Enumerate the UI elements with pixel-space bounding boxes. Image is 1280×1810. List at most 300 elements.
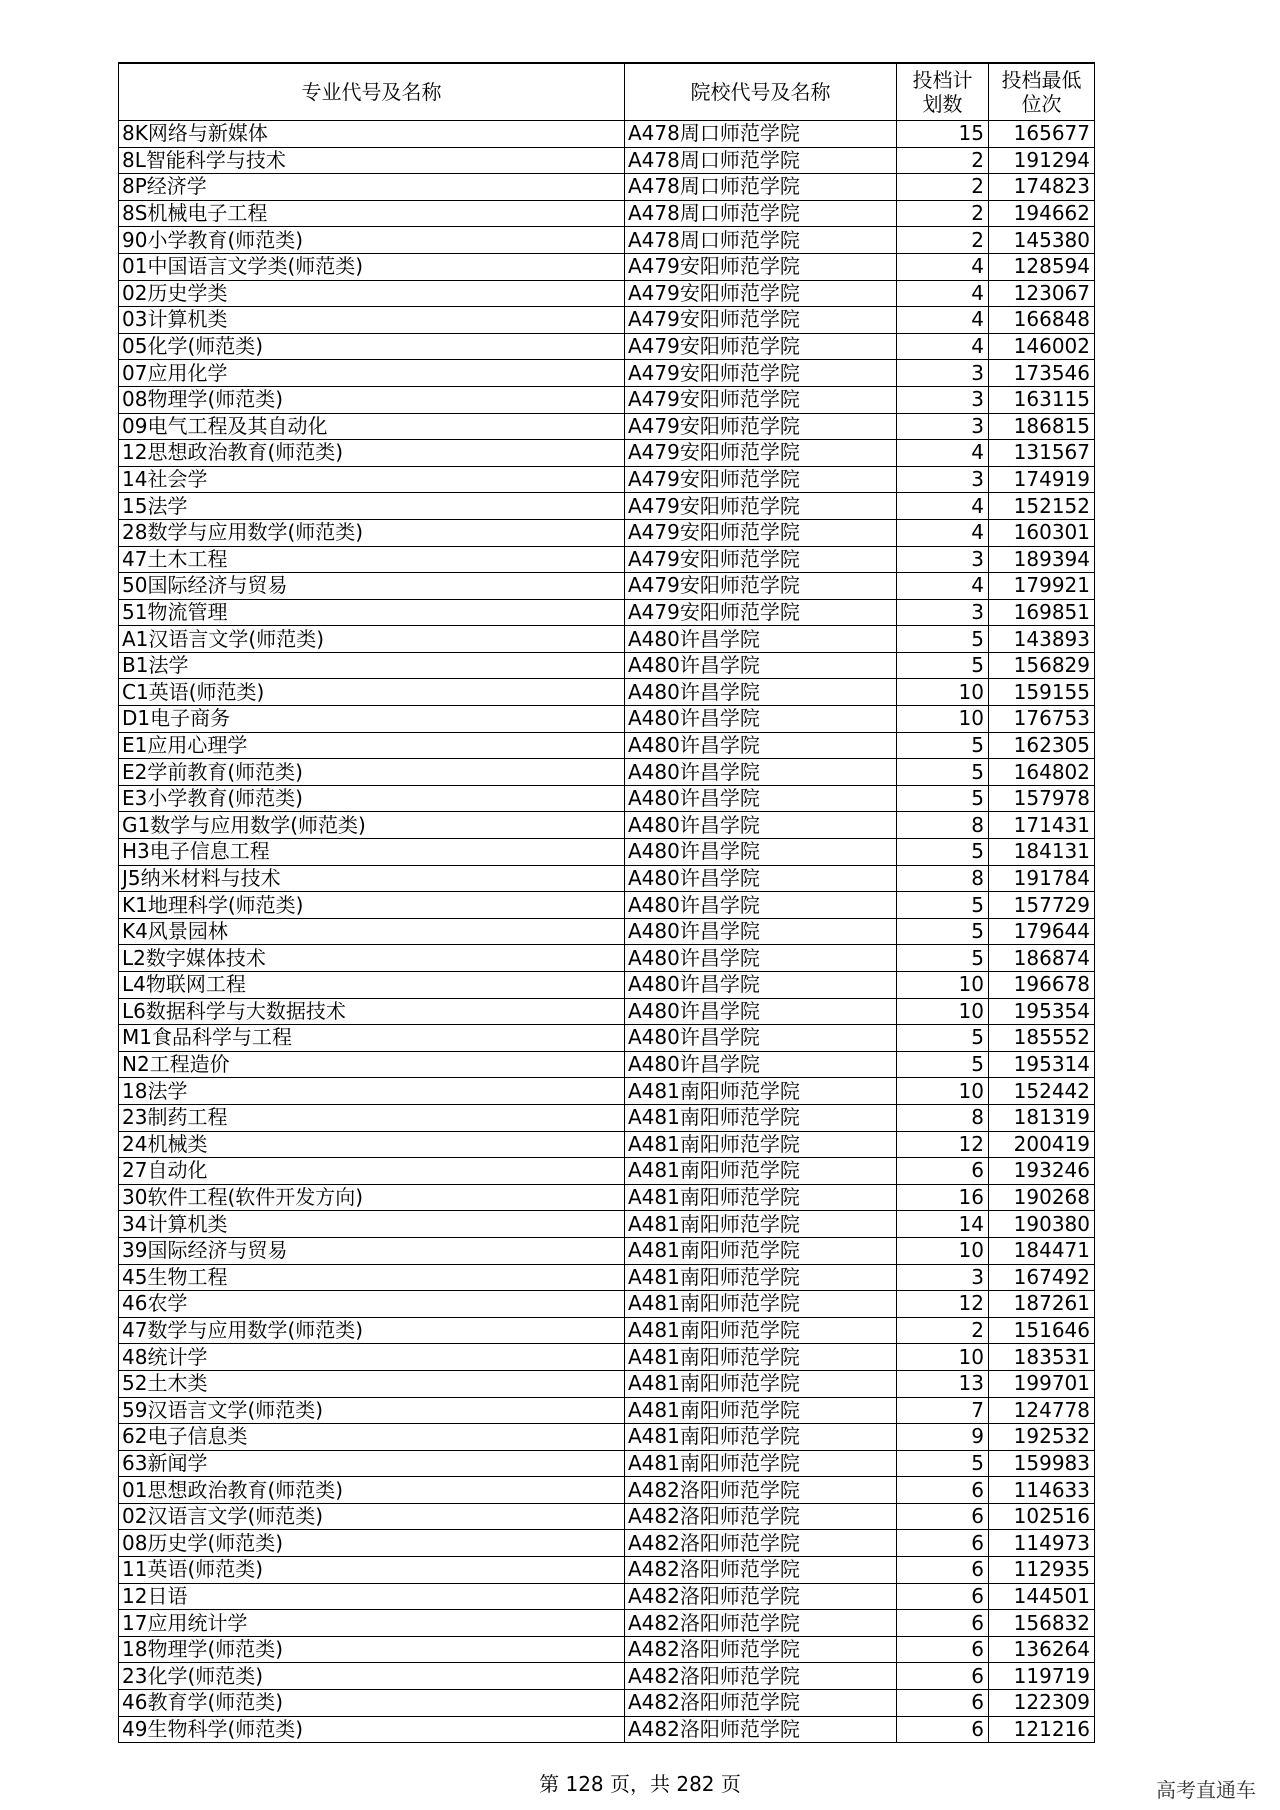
header-major: 专业代号及名称 [119,63,625,121]
cell-school: A478周口师范学院 [625,227,897,254]
cell-plan: 4 [897,280,989,307]
cell-major: L2数字媒体技术 [119,945,625,972]
table-row [119,1131,1095,1158]
cell-major: N2工程造价 [119,1051,625,1078]
cell-min-rank: 193246 [989,1158,1095,1185]
cell-min-rank: 183531 [989,1344,1095,1371]
cell-min-rank: 119719 [989,1663,1095,1690]
cell-school: A479安阳师范学院 [625,413,897,440]
cell-min-rank: 187261 [989,1291,1095,1318]
cell-plan: 9 [897,1424,989,1451]
table-body [119,121,1095,1743]
cell-min-rank: 191784 [989,865,1095,892]
cell-min-rank: 181319 [989,1104,1095,1131]
cell-plan: 6 [897,1583,989,1610]
cell-school: A481南阳师范学院 [625,1158,897,1185]
cell-major: 46农学 [119,1291,625,1318]
cell-major: K4风景园林 [119,918,625,945]
cell-min-rank: 185552 [989,1025,1095,1052]
cell-min-rank: 166848 [989,307,1095,334]
admissions-table [118,62,1095,1743]
admissions-sheet [118,62,1094,1743]
cell-school: A481南阳师范学院 [625,1104,897,1131]
cell-school: A481南阳师范学院 [625,1131,897,1158]
cell-school: A479安阳师范学院 [625,519,897,546]
cell-major: 8S机械电子工程 [119,200,625,227]
table-row [119,1104,1095,1131]
cell-school: A481南阳师范学院 [625,1317,897,1344]
cell-major: 45生物工程 [119,1264,625,1291]
cell-major: 51物流管理 [119,599,625,626]
cell-school: A482洛阳师范学院 [625,1716,897,1743]
cell-plan: 4 [897,493,989,520]
cell-plan: 2 [897,147,989,174]
cell-plan: 8 [897,865,989,892]
table-row [119,546,1095,573]
cell-min-rank: 190268 [989,1184,1095,1211]
cell-min-rank: 122309 [989,1690,1095,1717]
header-plan: 投档计划数 [897,63,989,121]
cell-min-rank: 164802 [989,759,1095,786]
cell-school: A478周口师范学院 [625,200,897,227]
table-row [119,1397,1095,1424]
cell-major: 39国际经济与贸易 [119,1237,625,1264]
cell-school: A481南阳师范学院 [625,1264,897,1291]
cell-min-rank: 124778 [989,1397,1095,1424]
cell-min-rank: 173546 [989,360,1095,387]
cell-school: A479安阳师范学院 [625,386,897,413]
cell-school: A481南阳师范学院 [625,1450,897,1477]
cell-school: A482洛阳师范学院 [625,1477,897,1504]
cell-major: A1汉语言文学(师范类) [119,626,625,653]
cell-school: A479安阳师范学院 [625,307,897,334]
cell-school: A480许昌学院 [625,918,897,945]
cell-min-rank: 152442 [989,1078,1095,1105]
table-row [119,1291,1095,1318]
table-row [119,1078,1095,1105]
cell-plan: 14 [897,1211,989,1238]
cell-plan: 4 [897,333,989,360]
cell-plan: 8 [897,1104,989,1131]
table-row [119,573,1095,600]
cell-school: A481南阳师范学院 [625,1078,897,1105]
cell-plan: 3 [897,386,989,413]
table-row [119,333,1095,360]
cell-min-rank: 123067 [989,280,1095,307]
cell-school: A482洛阳师范学院 [625,1530,897,1557]
table-row [119,519,1095,546]
cell-major: 08物理学(师范类) [119,386,625,413]
cell-school: A480许昌学院 [625,679,897,706]
cell-min-rank: 179921 [989,573,1095,600]
cell-plan: 2 [897,174,989,201]
cell-min-rank: 194662 [989,200,1095,227]
cell-plan: 3 [897,466,989,493]
cell-min-rank: 157978 [989,785,1095,812]
cell-major: 23制药工程 [119,1104,625,1131]
cell-plan: 5 [897,839,989,866]
table-row [119,1530,1095,1557]
cell-major: E3小学教育(师范类) [119,785,625,812]
cell-plan: 4 [897,440,989,467]
header-row [119,63,1095,121]
page-number: 第 128 页，共 282 页 [539,1772,741,1796]
cell-plan: 2 [897,1317,989,1344]
cell-plan: 4 [897,519,989,546]
cell-school: A482洛阳师范学院 [625,1690,897,1717]
cell-min-rank: 131567 [989,440,1095,467]
cell-school: A481南阳师范学院 [625,1211,897,1238]
cell-min-rank: 156832 [989,1610,1095,1637]
cell-major: 28数学与应用数学(师范类) [119,519,625,546]
cell-major: 02历史学类 [119,280,625,307]
cell-major: 09电气工程及其自动化 [119,413,625,440]
cell-plan: 12 [897,1131,989,1158]
cell-school: A481南阳师范学院 [625,1370,897,1397]
cell-major: 23化学(师范类) [119,1663,625,1690]
cell-school: A479安阳师范学院 [625,253,897,280]
cell-major: 15法学 [119,493,625,520]
cell-min-rank: 112935 [989,1557,1095,1584]
cell-school: A480许昌学院 [625,892,897,919]
table-row [119,1264,1095,1291]
cell-major: 62电子信息类 [119,1424,625,1451]
cell-min-rank: 195354 [989,998,1095,1025]
table-header [119,63,1095,121]
cell-major: 90小学教育(师范类) [119,227,625,254]
table-row [119,413,1095,440]
table-row [119,200,1095,227]
cell-plan: 5 [897,759,989,786]
table-row [119,706,1095,733]
cell-plan: 5 [897,1450,989,1477]
table-row [119,493,1095,520]
cell-school: A481南阳师范学院 [625,1397,897,1424]
cell-min-rank: 144501 [989,1583,1095,1610]
cell-school: A480许昌学院 [625,812,897,839]
cell-school: A478周口师范学院 [625,121,897,148]
cell-school: A480许昌学院 [625,759,897,786]
cell-major: 30软件工程(软件开发方向) [119,1184,625,1211]
cell-plan: 6 [897,1158,989,1185]
cell-min-rank: 186815 [989,413,1095,440]
cell-school: A481南阳师范学院 [625,1237,897,1264]
table-row [119,1690,1095,1717]
cell-min-rank: 186874 [989,945,1095,972]
table-row [119,599,1095,626]
table-row [119,732,1095,759]
cell-school: A480许昌学院 [625,839,897,866]
cell-school: A479安阳师范学院 [625,599,897,626]
cell-school: A482洛阳师范学院 [625,1610,897,1637]
cell-min-rank: 189394 [989,546,1095,573]
cell-major: 07应用化学 [119,360,625,387]
cell-min-rank: 136264 [989,1636,1095,1663]
table-row [119,227,1095,254]
cell-plan: 6 [897,1690,989,1717]
cell-school: A482洛阳师范学院 [625,1636,897,1663]
cell-major: J5纳米材料与技术 [119,865,625,892]
cell-school: A479安阳师范学院 [625,280,897,307]
cell-major: 59汉语言文学(师范类) [119,1397,625,1424]
cell-plan: 6 [897,1610,989,1637]
table-row [119,121,1095,148]
table-row [119,1716,1095,1743]
cell-min-rank: 195314 [989,1051,1095,1078]
table-row [119,892,1095,919]
cell-plan: 10 [897,706,989,733]
cell-plan: 5 [897,652,989,679]
cell-plan: 4 [897,307,989,334]
cell-school: A479安阳师范学院 [625,440,897,467]
cell-min-rank: 146002 [989,333,1095,360]
cell-school: A481南阳师范学院 [625,1344,897,1371]
table-row [119,174,1095,201]
table-row [119,1503,1095,1530]
cell-major: 03计算机类 [119,307,625,334]
table-row [119,918,1095,945]
cell-major: 52土木类 [119,1370,625,1397]
cell-major: L6数据科学与大数据技术 [119,998,625,1025]
table-row [119,1583,1095,1610]
cell-plan: 3 [897,599,989,626]
cell-school: A480许昌学院 [625,1025,897,1052]
cell-major: 05化学(师范类) [119,333,625,360]
cell-plan: 4 [897,253,989,280]
cell-plan: 6 [897,1503,989,1530]
table-row [119,147,1095,174]
cell-major: 14社会学 [119,466,625,493]
cell-major: 18物理学(师范类) [119,1636,625,1663]
cell-major: K1地理科学(师范类) [119,892,625,919]
cell-plan: 2 [897,227,989,254]
table-row [119,945,1095,972]
cell-min-rank: 151646 [989,1317,1095,1344]
cell-school: A479安阳师范学院 [625,360,897,387]
cell-min-rank: 114633 [989,1477,1095,1504]
cell-min-rank: 174919 [989,466,1095,493]
cell-major: 8P经济学 [119,174,625,201]
cell-school: A480许昌学院 [625,652,897,679]
cell-major: 47土木工程 [119,546,625,573]
cell-plan: 3 [897,360,989,387]
cell-min-rank: 152152 [989,493,1095,520]
cell-school: A479安阳师范学院 [625,493,897,520]
table-row [119,1424,1095,1451]
cell-school: A481南阳师范学院 [625,1184,897,1211]
cell-plan: 5 [897,785,989,812]
table-row [119,1158,1095,1185]
table-row [119,1370,1095,1397]
table-row [119,440,1095,467]
table-row [119,1450,1095,1477]
table-row [119,839,1095,866]
cell-min-rank: 156829 [989,652,1095,679]
table-row [119,679,1095,706]
cell-major: D1电子商务 [119,706,625,733]
cell-major: B1法学 [119,652,625,679]
cell-plan: 5 [897,892,989,919]
cell-major: E1应用心理学 [119,732,625,759]
table-row [119,785,1095,812]
table-row [119,626,1095,653]
table-row [119,1344,1095,1371]
cell-school: A479安阳师范学院 [625,466,897,493]
cell-school: A480许昌学院 [625,972,897,999]
cell-min-rank: 114973 [989,1530,1095,1557]
cell-major: H3电子信息工程 [119,839,625,866]
cell-major: 8L智能科学与技术 [119,147,625,174]
header-min-rank: 投档最低位次 [989,63,1095,121]
table-row [119,1636,1095,1663]
cell-min-rank: 163115 [989,386,1095,413]
table-row [119,360,1095,387]
cell-min-rank: 165677 [989,121,1095,148]
cell-school: A480许昌学院 [625,865,897,892]
table-row [119,1211,1095,1238]
cell-major: 17应用统计学 [119,1610,625,1637]
cell-plan: 5 [897,945,989,972]
cell-plan: 3 [897,413,989,440]
cell-min-rank: 171431 [989,812,1095,839]
table-row [119,253,1095,280]
table-row [119,1317,1095,1344]
cell-major: 01思想政治教育(师范类) [119,1477,625,1504]
cell-plan: 6 [897,1530,989,1557]
cell-plan: 6 [897,1716,989,1743]
cell-major: 24机械类 [119,1131,625,1158]
table-row [119,1184,1095,1211]
cell-plan: 6 [897,1663,989,1690]
cell-major: 63新闻学 [119,1450,625,1477]
cell-min-rank: 179644 [989,918,1095,945]
cell-min-rank: 162305 [989,732,1095,759]
cell-school: A478周口师范学院 [625,147,897,174]
cell-min-rank: 191294 [989,147,1095,174]
cell-school: A480许昌学院 [625,706,897,733]
cell-min-rank: 121216 [989,1716,1095,1743]
cell-major: 18法学 [119,1078,625,1105]
cell-school: A480许昌学院 [625,945,897,972]
cell-plan: 16 [897,1184,989,1211]
cell-school: A480许昌学院 [625,732,897,759]
cell-min-rank: 190380 [989,1211,1095,1238]
cell-school: A479安阳师范学院 [625,546,897,573]
cell-major: 08历史学(师范类) [119,1530,625,1557]
cell-plan: 3 [897,1264,989,1291]
table-row [119,1051,1095,1078]
table-row [119,1557,1095,1584]
cell-plan: 5 [897,732,989,759]
cell-min-rank: 184131 [989,839,1095,866]
cell-school: A478周口师范学院 [625,174,897,201]
cell-school: A482洛阳师范学院 [625,1557,897,1584]
cell-plan: 2 [897,200,989,227]
cell-major: 49生物科学(师范类) [119,1716,625,1743]
cell-plan: 3 [897,546,989,573]
cell-school: A480许昌学院 [625,626,897,653]
cell-major: 8K网络与新媒体 [119,121,625,148]
table-row [119,972,1095,999]
table-row [119,652,1095,679]
table-row [119,466,1095,493]
cell-min-rank: 184471 [989,1237,1095,1264]
table-row [119,307,1095,334]
cell-plan: 12 [897,1291,989,1318]
cell-min-rank: 159983 [989,1450,1095,1477]
cell-major: M1食品科学与工程 [119,1025,625,1052]
cell-plan: 10 [897,679,989,706]
cell-plan: 4 [897,573,989,600]
cell-school: A481南阳师范学院 [625,1424,897,1451]
table-row [119,759,1095,786]
cell-major: L4物联网工程 [119,972,625,999]
cell-school: A482洛阳师范学院 [625,1583,897,1610]
cell-min-rank: 196678 [989,972,1095,999]
cell-plan: 10 [897,998,989,1025]
cell-min-rank: 174823 [989,174,1095,201]
cell-major: G1数学与应用数学(师范类) [119,812,625,839]
cell-plan: 8 [897,812,989,839]
cell-min-rank: 157729 [989,892,1095,919]
cell-plan: 5 [897,1051,989,1078]
cell-plan: 6 [897,1477,989,1504]
cell-major: E2学前教育(师范类) [119,759,625,786]
cell-min-rank: 102516 [989,1503,1095,1530]
cell-min-rank: 160301 [989,519,1095,546]
table-row [119,1610,1095,1637]
cell-min-rank: 143893 [989,626,1095,653]
cell-min-rank: 199701 [989,1370,1095,1397]
table-row [119,386,1095,413]
cell-plan: 10 [897,1078,989,1105]
cell-school: A481南阳师范学院 [625,1291,897,1318]
cell-plan: 10 [897,972,989,999]
cell-major: 34计算机类 [119,1211,625,1238]
cell-major: 47数学与应用数学(师范类) [119,1317,625,1344]
cell-plan: 10 [897,1237,989,1264]
table-row [119,280,1095,307]
cell-min-rank: 145380 [989,227,1095,254]
cell-major: 46教育学(师范类) [119,1690,625,1717]
watermark-text: 高考直通车 [1156,1778,1256,1802]
cell-min-rank: 200419 [989,1131,1095,1158]
cell-school: A479安阳师范学院 [625,333,897,360]
cell-plan: 6 [897,1636,989,1663]
cell-min-rank: 169851 [989,599,1095,626]
header-school: 院校代号及名称 [625,63,897,121]
cell-school: A482洛阳师范学院 [625,1663,897,1690]
cell-min-rank: 159155 [989,679,1095,706]
cell-major: 27自动化 [119,1158,625,1185]
cell-school: A482洛阳师范学院 [625,1503,897,1530]
cell-major: 48统计学 [119,1344,625,1371]
table-row [119,812,1095,839]
cell-school: A480许昌学院 [625,1051,897,1078]
cell-plan: 5 [897,626,989,653]
cell-plan: 6 [897,1557,989,1584]
cell-min-rank: 128594 [989,253,1095,280]
cell-min-rank: 167492 [989,1264,1095,1291]
cell-school: A479安阳师范学院 [625,573,897,600]
cell-major: 50国际经济与贸易 [119,573,625,600]
cell-plan: 10 [897,1344,989,1371]
table-row [119,1663,1095,1690]
cell-plan: 5 [897,918,989,945]
cell-plan: 15 [897,121,989,148]
table-row [119,1477,1095,1504]
cell-plan: 5 [897,1025,989,1052]
